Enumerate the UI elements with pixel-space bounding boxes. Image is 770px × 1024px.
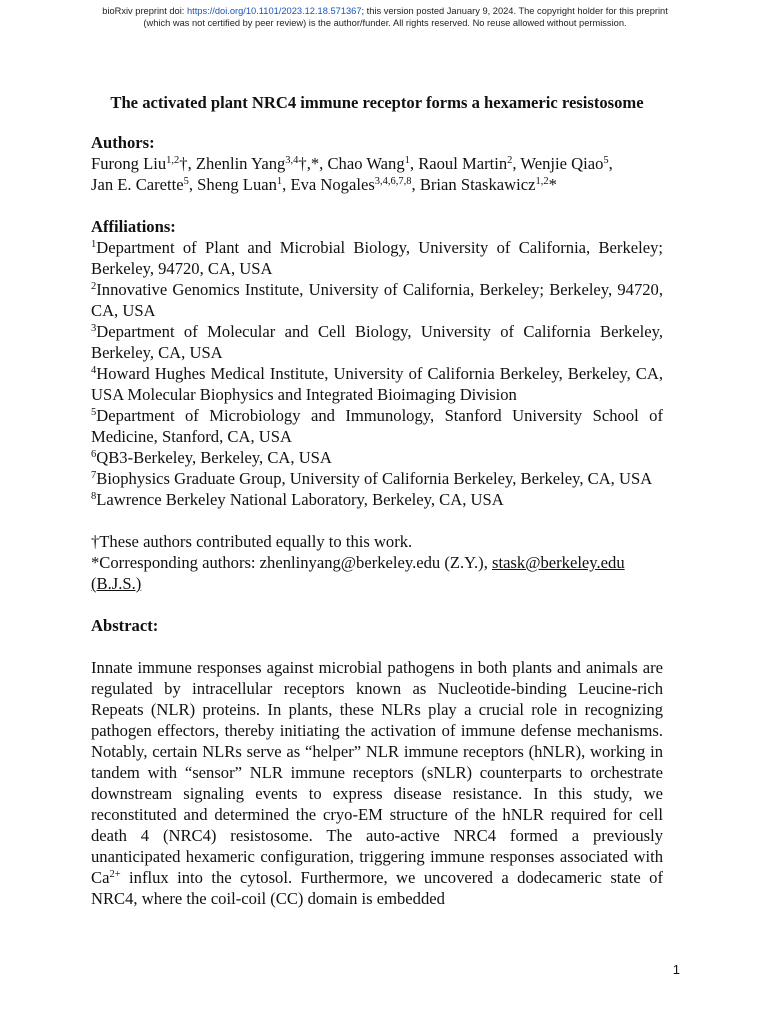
abstract-text [91, 657, 663, 909]
affiliation-number: 3 [91, 323, 97, 334]
author-separator: , [282, 175, 291, 194]
author-affiliation-numbers: 1 [276, 176, 283, 187]
author-affiliation-numbers: 1,2 [535, 176, 549, 187]
affiliation-item [91, 363, 663, 405]
affiliation-item [91, 489, 663, 510]
page-content [91, 92, 663, 909]
author-separator: , [608, 154, 613, 173]
affiliation-number: 4 [91, 365, 97, 376]
abstract-part-1: Innate immune responses against microbial pathogens in both plants and animals are regulated by intracellular receptors known as Nucleotide-binding Leucine-rich Repeats (NLR) proteins. In plants, these NLRs play a crucial role in recognizing pathogen effectors, thereby initiating the activation of immune defense mechanisms. Notably, certain NLRs serve as “helper” NLR immune receptors (hNLR), working in tandem with “sensor” NLR immune receptors (sNLR) counterparts to orchestrate downstream signaling events to express disease resistance. In this study, we reconstituted and determined the cryo-EM structure of the hNLR required for cell death 4 (NRC4) resistosome. The auto-active NRC4 formed a previously unanticipated hexameric configuration, triggering immune responses associated with Ca [91, 658, 663, 887]
author-affiliation-numbers: 1 [404, 155, 410, 166]
paper-title: The activated plant NRC4 immune receptor forms a hexameric resistosome [110, 93, 644, 112]
author-affiliation-numbers: 2 [507, 155, 513, 166]
author-affiliation-numbers: 5 [603, 155, 609, 166]
author-name: Sheng Luan [197, 175, 277, 194]
affiliation-text: Department of Plant and Microbial Biology, University of California, Berkeley; Berkeley, 94720, CA, USA [91, 238, 663, 278]
affiliation-text: Howard Hughes Medical Institute, University of California Berkeley, Berkeley, CA, USA Molecular Biophysics and Integrated Bioimaging Division [91, 364, 663, 404]
corresponding-email-link[interactable]: stask@berkeley.edu [492, 553, 625, 572]
affiliation-item [91, 405, 663, 447]
abstract-heading: Abstract: [91, 616, 159, 635]
corresponding-initials: (B.J.S.) [91, 574, 142, 593]
author-name: Wenjie Qiao [520, 154, 604, 173]
affiliations-heading: Affiliations: [91, 217, 176, 236]
equal-contribution-note: †These authors contributed equally to this work. [91, 532, 413, 551]
banner-suffix: ; this version posted January 9, 2024. The copyright holder for this preprint [361, 6, 668, 16]
banner-line-2: (which was not certified by peer review) is the author/funder. All rights reserved. No reuse allowed without permission. [143, 17, 627, 28]
author-affiliation-numbers: 3,4,6,7,8 [374, 176, 412, 187]
abstract-part-2: influx into the cytosol. Furthermore, we uncovered a dodecameric state of NRC4, where the coil-coil (CC) domain is embedded [91, 868, 663, 908]
page-number: 1 [672, 962, 680, 977]
affiliation-item [91, 468, 663, 489]
corresponding-authors [91, 552, 663, 594]
author-separator: , [512, 154, 521, 173]
affiliation-text: Biophysics Graduate Group, University of California Berkeley, Berkeley, CA, USA [96, 469, 653, 488]
author-separator: * [548, 175, 557, 194]
authors-heading: Authors: [91, 133, 155, 152]
affiliation-number: 5 [91, 407, 97, 418]
affiliation-number: 7 [91, 470, 97, 481]
doi-link[interactable]: https://doi.org/10.1101/2023.12.18.571367 [186, 6, 362, 16]
affiliation-item [91, 279, 663, 321]
author-affiliation-numbers: 1,2 [166, 155, 180, 166]
affiliation-number: 6 [91, 449, 97, 460]
author-separator: †, [179, 154, 196, 173]
author-affiliation-numbers: 3,4 [285, 155, 299, 166]
author-name: Furong Liu [91, 154, 167, 173]
author-name: Raoul Martin [418, 154, 508, 173]
corresponding-prefix: *Corresponding authors: zhenlinyang@berkeley.edu (Z.Y.), [91, 553, 492, 572]
affiliation-text: Innovative Genomics Institute, University of California, Berkeley; Berkeley, 94720, CA, USA [91, 280, 663, 320]
author-separator: , [409, 154, 419, 173]
author-name: Zhenlin Yang [195, 154, 286, 173]
author-separator: , [411, 175, 420, 194]
affiliation-number: 1 [91, 239, 97, 250]
affiliation-number: 8 [91, 491, 97, 502]
affiliation-text: Department of Molecular and Cell Biology, University of California Berkeley, Berkeley, CA, USA [91, 322, 663, 362]
banner-prefix: bioRxiv preprint doi: [102, 6, 187, 16]
author-separator: , [188, 175, 198, 194]
abstract-superscript: 2+ [109, 869, 121, 880]
preprint-banner [0, 6, 770, 29]
author-name: Jan E. Carette [91, 175, 184, 194]
author-name: Chao Wang [327, 154, 405, 173]
affiliation-number: 2 [91, 281, 97, 292]
affiliation-item [91, 237, 663, 279]
banner-line-1 [0, 6, 770, 18]
affiliation-item [91, 321, 663, 363]
author-name: Eva Nogales [290, 175, 375, 194]
author-affiliation-numbers: 5 [183, 176, 189, 187]
affiliation-text: Lawrence Berkeley National Laboratory, Berkeley, CA, USA [96, 490, 504, 509]
affiliations-list [91, 237, 663, 510]
affiliation-text: Department of Microbiology and Immunology, Stanford University School of Medicine, Stanford, CA, USA [91, 406, 663, 446]
affiliation-text: QB3-Berkeley, Berkeley, CA, USA [96, 448, 332, 467]
author-separator: †,*, [298, 154, 328, 173]
author-name: Brian Staskawicz [419, 175, 536, 194]
authors-list [91, 153, 663, 195]
affiliation-item [91, 447, 663, 468]
